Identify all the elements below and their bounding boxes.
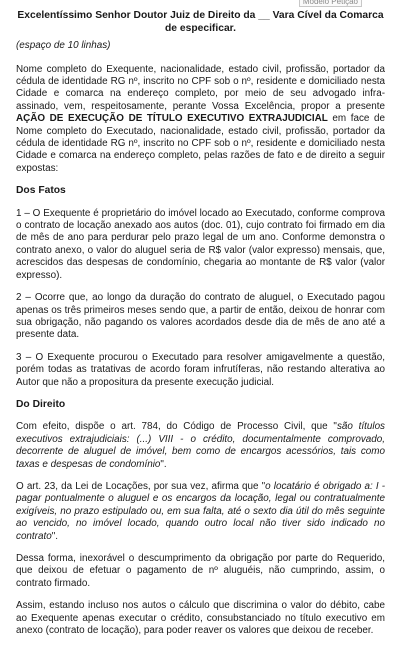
petition-document [16,10,385,647]
law-1-lead: Com efeito, dispõe o art. 784, do Código de Processo Civil, que " [16,421,337,433]
law-paragraph-1 [16,421,385,471]
title-line-2: de especificar. [165,22,236,34]
law-paragraph-4: Assim, estando incluso nos autos o cálculo que discrimina o valor do débito, cabe ao Exequente apenas executar o crédito, consubstanciado no título executivo em anexo (contrato de locação), para poder reaver os valores que deixou de receber. [16,600,385,637]
law-2-quote: o locatário é obrigado a: I - pagar pontualmente o aluguel e os encargos da locação, legal ou contratualmente exigíveis, no prazo estipulado ou, em sua falta, até o sexto dia útil do mês seguinte ao vencido, no imóvel locado, quando outro local não tiver sido indicado no contrato [16,480,385,542]
law-1-quote: são títulos executivos extrajudiciais: (...) VIII - o crédito, documentalmente comprovado, decorrente de aluguel de imóvel, bem como de encargos acessórios, tais como taxas e despesas de condomínio [16,421,385,470]
spacing-note: (espaço de 10 linhas) [16,40,111,52]
law-2-tail: ". [51,530,58,542]
document-title [16,10,385,35]
intro-paragraph [16,64,385,176]
law-paragraph-2 [16,481,385,543]
fact-paragraph-3: 3 – O Exequente procurou o Executado para resolver amigavelmente a questão, porém todas as tratativas de acordo foram infrutíferas, não restando alterativa ao Autor que não a propositura da presente execução judicial. [16,351,385,388]
fact-paragraph-2: 2 – Ocorre que, ao longo da duração do contrato de aluguel, o Executado pagou apenas os três primeiros meses sendo que, a partir de então, deixou de honrar com sua obrigação, não pagando os valores acordados desde dia de mês de ano até a presente data. [16,292,385,341]
law-1-tail: ". [160,458,167,470]
title-line-1: Excelentíssimo Senhor Doutor Juiz de Direito da __ Vara Cível da Comarca [17,10,384,21]
top-toolbar [0,0,400,9]
law-heading: Do Direito [16,398,66,410]
facts-heading: Dos Fatos [16,185,66,197]
law-2-lead: O art. 23, da Lei de Locações, por sua vez, afirma que " [16,480,266,492]
fact-paragraph-1: 1 – O Exequente é proprietário do imóvel locado ao Executado, conforme comprova o contrato de locação anexado aos autos (doc. 01), cujo contrato foi firmado em dia de mês de ano para perdurar pelo prazo legal de um ano. Conforme demonstra o contrato anexo, o valor do aluguel seria de R$ valor (valor expresso) mensais, que, acrescidos das despesas de condomínio, chegaria ao montante de R$ valor (valor expresso). [16,207,385,281]
toolbar-label[interactable]: Modelo Petição [299,0,362,7]
action-title: AÇÃO DE EXECUÇÃO DE TÍTULO EXECUTIVO EXTRAJUDICIAL [16,113,328,125]
intro-part-1: Nome completo do Exequente, nacionalidade, estado civil, profissão, portador da cédula de identidade RG nº, inscrito no CPF sob o nº, residente e domiciliado nesta Cidade e comarca na endereço completo, por meio de seu advogado infra-assinado, vem, respeitosamente, perante Vossa Excelência, propor a presente [16,63,385,112]
intro-part-2: em face de Nome completo do Executado, nacionalidade, estado civil, profissão, portador da cédula de identidade RG nº, inscrito no CPF sob o nº, residente e domiciliado nesta Cidade e comarca na endereço completo, pelas razões de fato e de direito a seguir expostas: [16,113,385,174]
law-paragraph-3: Dessa forma, inexorável o descumprimento da obrigação por parte do Requerido, que deixou de efetuar o pagamento de nº aluguéis, não cumprindo, assim, o contrato firmado. [16,553,385,589]
